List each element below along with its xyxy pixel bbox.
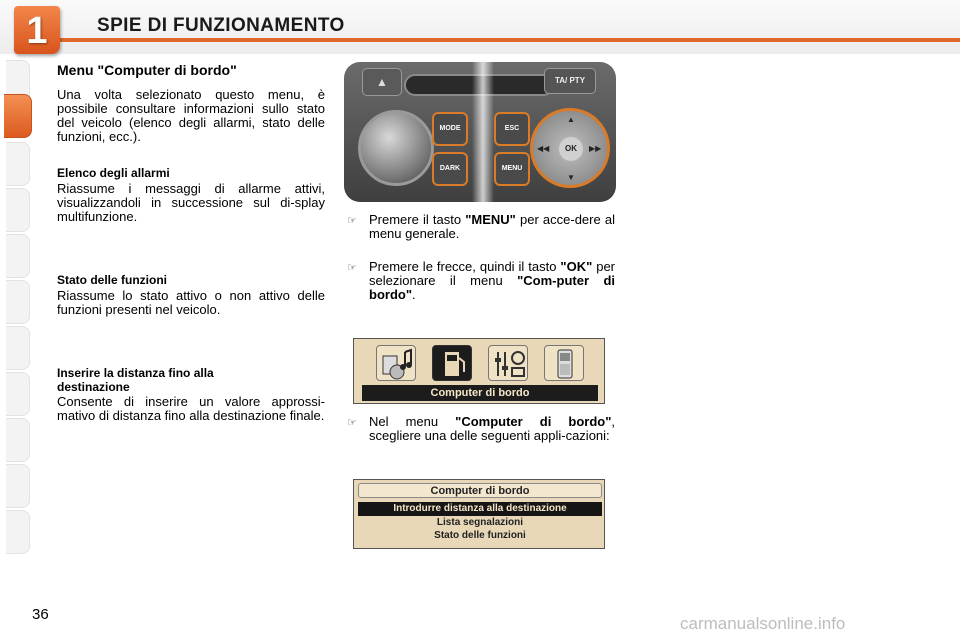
side-tabs [0,60,34,580]
light-glare [472,62,494,202]
side-tab[interactable] [6,234,30,278]
bullet-3: Nel menu "Computer di bordo", scegliere una delle seguenti appli-cazioni: [369,414,615,443]
hand-pointer-icon: ☞ [347,417,357,429]
esc-button: ESC [494,112,530,146]
navigation-pad [530,108,610,188]
settings-sliders-icon [488,345,528,381]
display-menu-title: Computer di bordo [358,483,602,498]
display-menu-item: Stato delle funzioni [434,530,526,541]
music-icon [376,345,416,381]
arrow-left-icon: ◀◀ [537,144,550,153]
side-tab-active[interactable] [4,94,32,138]
hand-pointer-icon: ☞ [347,215,357,227]
arrow-right-icon: ▶▶ [589,144,602,153]
display-menu-item: Lista segnalazioni [436,517,524,528]
side-tab[interactable] [6,326,30,370]
phone-icon [544,345,584,381]
watermark: carmanualsonline.info [680,614,846,633]
display-selected-label: Computer di bordo [362,385,598,401]
page-number: 36 [32,606,49,623]
display-trip-computer-menu [353,479,605,549]
eject-button: ▲ [362,68,402,96]
ta-pty-button: TA/ PTY [544,68,596,94]
mode-button: MODE [432,112,468,146]
side-tab[interactable] [6,464,30,508]
bullet-1: Premere il tasto "MENU" per acce-dere al menu generale. [369,212,615,241]
alarms-text: Riassume i messaggi di allarme attivi, visualizzandoli in successione sul di-splay multifunzione. [57,181,325,224]
ok-button: OK [559,137,583,161]
functions-title: Stato delle funzioni [57,273,167,287]
section-title: Menu "Computer di bordo" [57,62,237,78]
hand-pointer-icon: ☞ [347,262,357,274]
display-menu-item-highlighted: Introdurre distanza alla destinazione [358,502,602,516]
side-tab[interactable] [6,510,30,554]
bullet-2: Premere le frecce, quindi il tasto "OK" per selezionare il menu "Com-puter di bordo". [369,259,616,302]
side-tab[interactable] [6,280,30,324]
menu-button: MENU [494,152,530,186]
dark-button: DARK [432,152,468,186]
arrow-up-icon: ▲ [567,115,575,124]
chapter-title: SPIE DI FUNZIONAMENTO [97,15,345,36]
distance-title: Inserire la distanza fino alla destinazione [57,366,214,394]
functions-text: Riassume lo stato attivo o non attivo delle funzioni presenti nel veicolo. [57,288,325,317]
display-main-menu [353,338,605,404]
side-tab[interactable] [6,372,30,416]
intro-text: Una volta selezionato questo menu, è possibile consultare informazioni sullo stato del veicolo (elenco degli allarmi, stato delle funzioni, ecc.). [57,87,325,144]
distance-text: Consente di inserire un valore approssi-mativo di distanza fino alla destinazione finale. [57,394,325,423]
side-tab[interactable] [6,188,30,232]
control-panel-illustration [344,62,616,202]
chapter-number: 1 [26,10,48,52]
fuel-pump-icon [432,345,472,381]
chapter-badge [14,6,60,54]
alarms-title: Elenco degli allarmi [57,166,170,180]
side-tab[interactable] [6,418,30,462]
side-tab[interactable] [6,142,30,186]
arrow-down-icon: ▼ [567,173,575,182]
header-rule [60,38,960,42]
volume-knob [358,110,434,186]
